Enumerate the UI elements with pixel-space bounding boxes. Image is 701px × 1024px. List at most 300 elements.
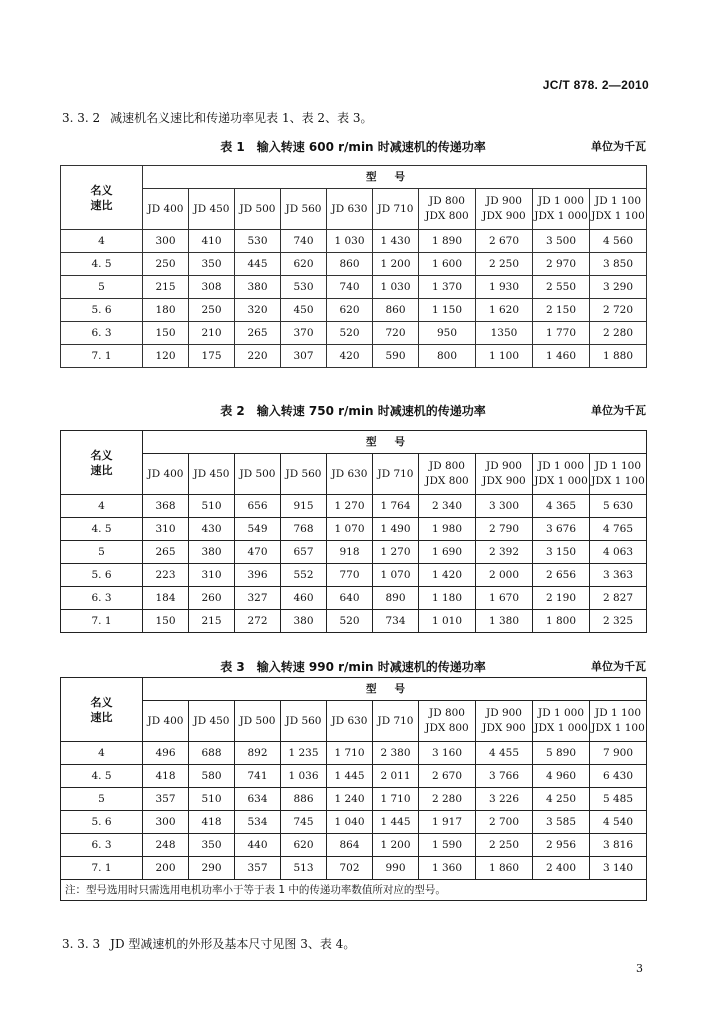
power-table-3 <box>60 677 647 901</box>
paragraph-number: 3. 3. 2 <box>62 111 101 125</box>
power-cell: 1 240 <box>327 788 373 811</box>
ratio-cell: 5 <box>61 788 143 811</box>
model-name: JD 710 <box>377 202 414 215</box>
power-cell: 440 <box>235 834 281 857</box>
ratio-cell: 6. 3 <box>61 834 143 857</box>
power-cell: 552 <box>281 564 327 587</box>
table-row <box>61 541 647 564</box>
ratio-cell: 5. 6 <box>61 811 143 834</box>
power-cell: 688 <box>189 742 235 765</box>
ratio-cell: 4. 5 <box>61 518 143 541</box>
power-cell: 520 <box>327 610 373 633</box>
model-column-header <box>533 701 590 742</box>
power-cell: 640 <box>327 587 373 610</box>
power-cell: 4 365 <box>533 495 590 518</box>
power-cell: 1 235 <box>281 742 327 765</box>
power-cell: 702 <box>327 857 373 880</box>
power-cell: 1 460 <box>533 345 590 368</box>
ratio-column-header <box>61 431 143 495</box>
paragraph-number: 3. 3. 3 <box>62 937 101 951</box>
power-cell: 734 <box>373 610 419 633</box>
table-row <box>61 857 647 880</box>
model-name: JDX 900 <box>482 722 526 734</box>
power-cell: 210 <box>189 322 235 345</box>
power-cell: 250 <box>143 253 189 276</box>
table-row <box>61 587 647 610</box>
power-cell: 1 030 <box>327 230 373 253</box>
table-unit: 单位为千瓦 <box>591 140 646 153</box>
model-name: JD 560 <box>285 714 322 727</box>
power-cell: 6 430 <box>590 765 647 788</box>
power-cell: 520 <box>327 322 373 345</box>
power-cell: 327 <box>235 587 281 610</box>
power-cell: 720 <box>373 322 419 345</box>
power-cell: 1 360 <box>419 857 476 880</box>
power-cell: 445 <box>235 253 281 276</box>
power-cell: 1 980 <box>419 518 476 541</box>
power-cell: 741 <box>235 765 281 788</box>
table-title: 表 1 输入转速 600 r/min 时减速机的传递功率 <box>220 140 486 154</box>
power-cell: 634 <box>235 788 281 811</box>
model-name: JD 630 <box>331 467 368 480</box>
model-name: JD 450 <box>193 202 230 215</box>
power-cell: 1 036 <box>281 765 327 788</box>
model-column-header <box>235 189 281 230</box>
model-column-header <box>373 701 419 742</box>
table-row <box>61 230 647 253</box>
model-column-header <box>476 189 533 230</box>
power-cell: 886 <box>281 788 327 811</box>
model-column-header <box>419 454 476 495</box>
power-cell: 3 150 <box>533 541 590 564</box>
model-name: JD 900 <box>485 707 522 719</box>
power-cell: 3 766 <box>476 765 533 788</box>
power-cell: 4 540 <box>590 811 647 834</box>
table-row <box>61 811 647 834</box>
power-cell: 1 430 <box>373 230 419 253</box>
power-cell: 265 <box>235 322 281 345</box>
power-cell: 380 <box>235 276 281 299</box>
power-cell: 265 <box>143 541 189 564</box>
paragraph-text: 减速机名义速比和传递功率见表 1、表 2、表 3。 <box>110 111 373 125</box>
model-name: JDX 900 <box>482 475 526 487</box>
power-cell: 2 280 <box>590 322 647 345</box>
power-cell: 2 000 <box>476 564 533 587</box>
ratio-cell: 4. 5 <box>61 765 143 788</box>
ratio-column-header <box>61 166 143 230</box>
model-name: JD 800 <box>428 195 465 207</box>
power-cell: 150 <box>143 610 189 633</box>
model-name: JDX 1 100 <box>591 722 645 734</box>
table-note: 注：型号选用时只需选用电机功率小于等于表 1 中的传递功率数值所对应的型号。 <box>61 880 647 901</box>
model-column-header <box>281 189 327 230</box>
power-cell: 5 485 <box>590 788 647 811</box>
power-cell: 590 <box>373 345 419 368</box>
power-cell: 1 800 <box>533 610 590 633</box>
model-name: JDX 800 <box>425 722 469 734</box>
power-cell: 620 <box>281 253 327 276</box>
power-cell: 510 <box>189 495 235 518</box>
ratio-header-line2: 速比 <box>90 198 113 212</box>
model-name: JD 800 <box>428 460 465 472</box>
power-cell: 530 <box>235 230 281 253</box>
page-number: 3 <box>636 962 643 975</box>
power-cell: 2 956 <box>533 834 590 857</box>
power-cell: 1 070 <box>327 518 373 541</box>
model-name: JDX 1 000 <box>534 722 588 734</box>
power-cell: 357 <box>235 857 281 880</box>
power-cell: 184 <box>143 587 189 610</box>
table-row <box>61 495 647 518</box>
power-cell: 549 <box>235 518 281 541</box>
power-cell: 3 300 <box>476 495 533 518</box>
power-cell: 2 670 <box>476 230 533 253</box>
power-cell: 510 <box>189 788 235 811</box>
table-title: 表 2 输入转速 750 r/min 时减速机的传递功率 <box>220 404 486 418</box>
power-cell: 430 <box>189 518 235 541</box>
ratio-header-line1: 名义 <box>90 183 113 197</box>
power-cell: 745 <box>281 811 327 834</box>
power-cell: 1 200 <box>373 253 419 276</box>
model-name: JD 710 <box>377 467 414 480</box>
power-cell: 1 710 <box>327 742 373 765</box>
model-column-header <box>235 701 281 742</box>
power-cell: 420 <box>327 345 373 368</box>
power-cell: 4 560 <box>590 230 647 253</box>
power-cell: 2 380 <box>373 742 419 765</box>
power-cell: 357 <box>143 788 189 811</box>
power-cell: 1 590 <box>419 834 476 857</box>
power-cell: 1 764 <box>373 495 419 518</box>
ratio-cell: 4 <box>61 742 143 765</box>
model-name: JDX 1 000 <box>534 210 588 222</box>
model-column-header <box>281 701 327 742</box>
table-row <box>61 765 647 788</box>
power-cell: 300 <box>143 230 189 253</box>
model-name: JD 400 <box>147 467 184 480</box>
power-cell: 307 <box>281 345 327 368</box>
power-cell: 1 270 <box>327 495 373 518</box>
power-cell: 918 <box>327 541 373 564</box>
power-cell: 418 <box>189 811 235 834</box>
power-cell: 915 <box>281 495 327 518</box>
power-cell: 250 <box>189 299 235 322</box>
model-column-header <box>281 454 327 495</box>
power-cell: 2 970 <box>533 253 590 276</box>
model-name: JDX 1 100 <box>591 210 645 222</box>
power-cell: 2 190 <box>533 587 590 610</box>
power-cell: 3 140 <box>590 857 647 880</box>
model-column-header <box>373 189 419 230</box>
power-cell: 175 <box>189 345 235 368</box>
model-column-header <box>327 701 373 742</box>
power-cell: 300 <box>143 811 189 834</box>
power-cell: 3 500 <box>533 230 590 253</box>
power-cell: 657 <box>281 541 327 564</box>
ratio-cell: 5 <box>61 541 143 564</box>
standard-code: JC/T 878. 2—2010 <box>542 78 649 92</box>
power-cell: 620 <box>327 299 373 322</box>
power-cell: 1 710 <box>373 788 419 811</box>
power-cell: 2 720 <box>590 299 647 322</box>
model-column-header <box>533 454 590 495</box>
power-cell: 4 960 <box>533 765 590 788</box>
table-title: 表 3 输入转速 990 r/min 时减速机的传递功率 <box>220 660 486 674</box>
model-name: JD 630 <box>331 714 368 727</box>
model-column-header <box>419 701 476 742</box>
table-row <box>61 518 647 541</box>
power-cell: 3 160 <box>419 742 476 765</box>
ratio-cell: 4 <box>61 495 143 518</box>
power-cell: 3 290 <box>590 276 647 299</box>
power-cell: 215 <box>143 276 189 299</box>
power-cell: 2 250 <box>476 834 533 857</box>
model-column-header <box>143 701 189 742</box>
model-name: JD 900 <box>485 460 522 472</box>
model-name: JDX 1 000 <box>534 475 588 487</box>
model-name: JD 900 <box>485 195 522 207</box>
power-cell: 768 <box>281 518 327 541</box>
power-cell: 1 445 <box>373 811 419 834</box>
model-group-header: 型号 <box>143 431 647 454</box>
power-cell: 1 860 <box>476 857 533 880</box>
model-name: JDX 800 <box>425 475 469 487</box>
power-cell: 1 890 <box>419 230 476 253</box>
power-cell: 620 <box>281 834 327 857</box>
table-row <box>61 253 647 276</box>
power-cell: 308 <box>189 276 235 299</box>
power-cell: 1 445 <box>327 765 373 788</box>
ratio-cell: 5. 6 <box>61 299 143 322</box>
power-cell: 3 363 <box>590 564 647 587</box>
model-column-header <box>327 454 373 495</box>
power-cell: 2 250 <box>476 253 533 276</box>
ratio-cell: 6. 3 <box>61 587 143 610</box>
power-cell: 1 490 <box>373 518 419 541</box>
paragraph-3-3-2 <box>62 109 373 126</box>
power-cell: 1 150 <box>419 299 476 322</box>
model-name: JD 450 <box>193 467 230 480</box>
table-row <box>61 610 647 633</box>
power-cell: 3 585 <box>533 811 590 834</box>
ratio-cell: 5 <box>61 276 143 299</box>
power-cell: 350 <box>189 253 235 276</box>
table-unit: 单位为千瓦 <box>591 404 646 417</box>
power-cell: 2 827 <box>590 587 647 610</box>
model-name: JDX 900 <box>482 210 526 222</box>
power-cell: 1 270 <box>373 541 419 564</box>
model-column-header <box>143 454 189 495</box>
power-cell: 350 <box>189 834 235 857</box>
power-cell: 1 770 <box>533 322 590 345</box>
table-row <box>61 345 647 368</box>
power-cell: 2 550 <box>533 276 590 299</box>
power-cell: 1 380 <box>476 610 533 633</box>
table-row <box>61 788 647 811</box>
ratio-cell: 7. 1 <box>61 610 143 633</box>
power-cell: 410 <box>189 230 235 253</box>
power-cell: 180 <box>143 299 189 322</box>
power-cell: 1 690 <box>419 541 476 564</box>
power-cell: 1 600 <box>419 253 476 276</box>
power-cell: 450 <box>281 299 327 322</box>
power-cell: 892 <box>235 742 281 765</box>
model-column-header <box>373 454 419 495</box>
table-row <box>61 834 647 857</box>
power-cell: 513 <box>281 857 327 880</box>
power-cell: 368 <box>143 495 189 518</box>
power-cell: 1 180 <box>419 587 476 610</box>
table-row <box>61 322 647 345</box>
power-cell: 740 <box>281 230 327 253</box>
power-cell: 310 <box>143 518 189 541</box>
power-cell: 3 676 <box>533 518 590 541</box>
power-cell: 950 <box>419 322 476 345</box>
model-column-header <box>189 454 235 495</box>
power-cell: 200 <box>143 857 189 880</box>
power-cell: 223 <box>143 564 189 587</box>
model-name: JDX 1 100 <box>591 475 645 487</box>
model-name: JD 450 <box>193 714 230 727</box>
ratio-cell: 7. 1 <box>61 857 143 880</box>
power-cell: 418 <box>143 765 189 788</box>
model-name: JD 560 <box>285 467 322 480</box>
power-cell: 1 010 <box>419 610 476 633</box>
power-cell: 1 040 <box>327 811 373 834</box>
power-cell: 1 670 <box>476 587 533 610</box>
model-name: JD 560 <box>285 202 322 215</box>
power-cell: 1 420 <box>419 564 476 587</box>
power-cell: 860 <box>327 253 373 276</box>
power-cell: 260 <box>189 587 235 610</box>
ratio-header-line1: 名义 <box>90 695 113 709</box>
ratio-header-line2: 速比 <box>90 463 113 477</box>
model-column-header <box>476 454 533 495</box>
power-cell: 890 <box>373 587 419 610</box>
model-name: JD 1 000 <box>537 460 585 472</box>
power-cell: 2 400 <box>533 857 590 880</box>
table-row <box>61 742 647 765</box>
power-cell: 1 100 <box>476 345 533 368</box>
model-column-header <box>189 701 235 742</box>
power-cell: 470 <box>235 541 281 564</box>
power-cell: 2 150 <box>533 299 590 322</box>
model-name: JD 500 <box>239 467 276 480</box>
power-cell: 120 <box>143 345 189 368</box>
power-cell: 534 <box>235 811 281 834</box>
power-cell: 2 340 <box>419 495 476 518</box>
ratio-cell: 5. 6 <box>61 564 143 587</box>
table-row <box>61 564 647 587</box>
model-column-header <box>235 454 281 495</box>
model-column-header <box>419 189 476 230</box>
model-column-header <box>143 189 189 230</box>
ratio-cell: 6. 3 <box>61 322 143 345</box>
model-name: JDX 800 <box>425 210 469 222</box>
ratio-cell: 7. 1 <box>61 345 143 368</box>
power-cell: 860 <box>373 299 419 322</box>
power-cell: 380 <box>189 541 235 564</box>
power-cell: 1350 <box>476 322 533 345</box>
power-cell: 496 <box>143 742 189 765</box>
power-cell: 1 620 <box>476 299 533 322</box>
power-cell: 272 <box>235 610 281 633</box>
ratio-header-line1: 名义 <box>90 448 113 462</box>
paragraph-3-3-3 <box>62 935 355 952</box>
power-cell: 320 <box>235 299 281 322</box>
ratio-cell: 4 <box>61 230 143 253</box>
power-cell: 5 890 <box>533 742 590 765</box>
model-column-header <box>189 189 235 230</box>
model-name: JD 1 100 <box>595 460 642 472</box>
power-cell: 7 900 <box>590 742 647 765</box>
power-cell: 2 656 <box>533 564 590 587</box>
power-cell: 2 325 <box>590 610 647 633</box>
model-column-header <box>476 701 533 742</box>
model-name: JD 500 <box>239 714 276 727</box>
power-cell: 2 392 <box>476 541 533 564</box>
power-cell: 2 011 <box>373 765 419 788</box>
power-cell: 460 <box>281 587 327 610</box>
model-column-header <box>327 189 373 230</box>
ratio-cell: 4. 5 <box>61 253 143 276</box>
model-column-header <box>590 701 647 742</box>
model-column-header <box>590 454 647 495</box>
power-cell: 770 <box>327 564 373 587</box>
power-cell: 864 <box>327 834 373 857</box>
table-row <box>61 299 647 322</box>
model-name: JD 800 <box>428 707 465 719</box>
power-cell: 3 226 <box>476 788 533 811</box>
power-table-2 <box>60 430 647 633</box>
power-cell: 800 <box>419 345 476 368</box>
power-cell: 248 <box>143 834 189 857</box>
power-cell: 370 <box>281 322 327 345</box>
model-name: JD 1 100 <box>595 195 642 207</box>
power-cell: 1 880 <box>590 345 647 368</box>
model-name: JD 630 <box>331 202 368 215</box>
power-cell: 5 630 <box>590 495 647 518</box>
table-unit: 单位为千瓦 <box>591 660 646 673</box>
power-cell: 990 <box>373 857 419 880</box>
model-name: JD 500 <box>239 202 276 215</box>
model-group-header: 型号 <box>143 166 647 189</box>
power-cell: 1 200 <box>373 834 419 857</box>
power-cell: 580 <box>189 765 235 788</box>
model-name: JD 1 000 <box>537 195 585 207</box>
model-group-header: 型号 <box>143 678 647 701</box>
power-cell: 1 370 <box>419 276 476 299</box>
power-cell: 215 <box>189 610 235 633</box>
power-cell: 2 790 <box>476 518 533 541</box>
power-cell: 290 <box>189 857 235 880</box>
model-column-header <box>590 189 647 230</box>
power-cell: 2 280 <box>419 788 476 811</box>
power-cell: 1 917 <box>419 811 476 834</box>
power-cell: 150 <box>143 322 189 345</box>
table-row <box>61 276 647 299</box>
power-cell: 4 063 <box>590 541 647 564</box>
power-cell: 530 <box>281 276 327 299</box>
power-cell: 3 850 <box>590 253 647 276</box>
model-column-header <box>533 189 590 230</box>
model-name: JD 710 <box>377 714 414 727</box>
power-cell: 310 <box>189 564 235 587</box>
power-cell: 1 030 <box>373 276 419 299</box>
power-cell: 2 670 <box>419 765 476 788</box>
model-name: JD 1 100 <box>595 707 642 719</box>
model-name: JD 1 000 <box>537 707 585 719</box>
